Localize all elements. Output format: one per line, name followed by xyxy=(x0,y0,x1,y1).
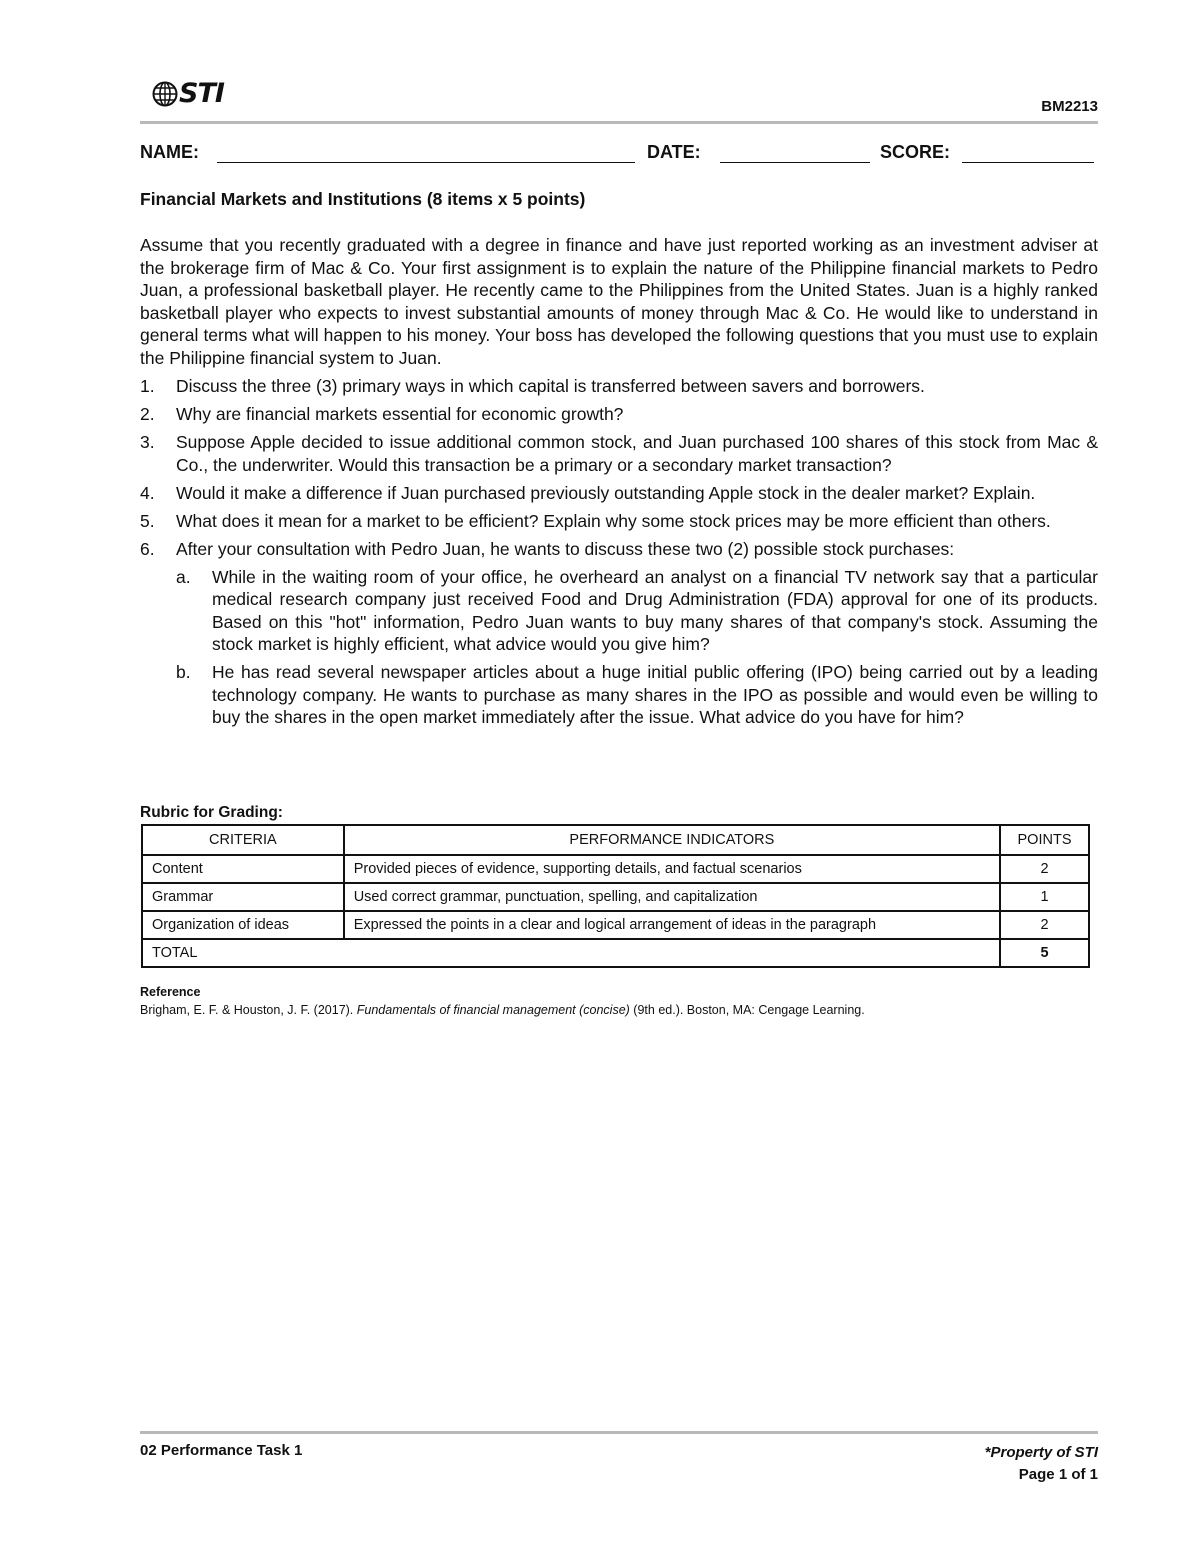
indicator-cell: Provided pieces of evidence, supporting details, and factual scenarios xyxy=(344,855,1000,883)
footer-right xyxy=(985,1442,1098,1486)
rubric-table xyxy=(141,824,1090,968)
score-blank[interactable] xyxy=(962,162,1094,163)
sub-question-item xyxy=(176,566,1098,656)
sub-question-text: While in the waiting room of your office, he overheard an analyst on a financial TV network say that a particular medical research company just received Food and Drug Administration (FDA) approval for one of its products. Based on this "hot" information, Pedro Juan wants to buy many shares of that company's stock. Assuming the stock market is highly efficient, what advice would you give him? xyxy=(212,566,1098,654)
question-text: Why are financial markets essential for economic growth? xyxy=(176,404,624,424)
criteria-cell: Organization of ideas xyxy=(142,911,344,939)
citation-publisher: (9th ed.). Boston, MA: Cengage Learning. xyxy=(629,1003,865,1017)
date-blank[interactable] xyxy=(720,162,870,163)
intro-paragraph: Assume that you recently graduated with a degree in finance and have just reported working as an investment adviser at the brokerage firm of Mac & Co. Your first assignment is to explain the nature of the Philippine financial markets to Pedro Juan, a professional basketball player. He recently came to the Philippines from the United States. Juan is a highly ranked basketball player who expects to invest substantial amounts of money through Mac & Co. He would like to understand in general terms what will happen to his money. Your boss has developed the following questions that you must use to explain the Philippine financial system to Juan. xyxy=(140,235,1098,368)
indicator-cell: Expressed the points in a clear and logical arrangement of ideas in the paragraph xyxy=(344,911,1000,939)
total-label: TOTAL xyxy=(142,939,1000,967)
task-title: Financial Markets and Institutions (8 items x 5 points) xyxy=(140,189,586,209)
sti-logo xyxy=(152,78,224,109)
table-row xyxy=(142,911,1089,939)
points-cell: 2 xyxy=(1000,855,1089,883)
date-label: DATE: xyxy=(647,142,701,162)
citation-title: Fundamentals of financial management (concise) xyxy=(356,1003,630,1017)
sub-question-text: He has read several newspaper articles about a huge initial public offering (IPO) being carried out by a leading technology company. He wants to purchase as many shares in the IPO as possible and would even be willing to buy the shares in the open market immediately after the issue. What advice do you have for him? xyxy=(212,662,1098,727)
question-number: 6. xyxy=(140,538,155,559)
points-cell: 2 xyxy=(1000,911,1089,939)
question-list xyxy=(140,375,1098,734)
footer-property: *Property of STI xyxy=(984,1444,1098,1461)
indicators-header: PERFORMANCE INDICATORS xyxy=(344,825,1000,855)
question-number: 2. xyxy=(140,404,155,424)
footer-task: 02 Performance Task 1 xyxy=(140,1442,303,1459)
question-text: Discuss the three (3) primary ways in which capital is transferred between savers and borrowers. xyxy=(176,376,925,396)
footer-page-number: Page 1 of 1 xyxy=(1018,1466,1098,1483)
table-row xyxy=(142,855,1089,883)
question-item xyxy=(140,375,1098,398)
question-item xyxy=(140,538,1098,729)
reference-label: Reference xyxy=(140,985,201,999)
name-date-score-bar xyxy=(140,142,1098,168)
question-text: What does it mean for a market to be efficient? Explain why some stock prices may be more efficient than others. xyxy=(176,510,1051,531)
score-label: SCORE: xyxy=(880,142,951,162)
rubric-title: Rubric for Grading: xyxy=(140,804,283,821)
table-row xyxy=(142,883,1089,911)
course-code: BM2213 xyxy=(1041,98,1098,115)
question-number: 1. xyxy=(140,376,155,396)
reference-section xyxy=(140,983,865,1019)
sub-question-letter: b. xyxy=(176,662,191,682)
criteria-cell: Grammar xyxy=(142,883,344,911)
sub-question-letter: a. xyxy=(176,566,191,587)
name-blank[interactable] xyxy=(217,162,635,163)
indicator-cell: Used correct grammar, punctuation, spelling, and capitalization xyxy=(344,883,1000,911)
globe-icon xyxy=(152,81,178,107)
footer-divider xyxy=(140,1431,1098,1434)
criteria-header: CRITERIA xyxy=(142,825,344,855)
header-divider xyxy=(140,121,1098,124)
reference-citation xyxy=(140,1001,865,1019)
question-text: Suppose Apple decided to issue additional common stock, and Juan purchased 100 shares of this stock from Mac & Co., the underwriter. Would this transaction be a primary or a secondary market transaction? xyxy=(176,432,1098,475)
points-header: POINTS xyxy=(1000,825,1089,855)
points-cell: 1 xyxy=(1000,883,1089,911)
criteria-cell: Content xyxy=(142,855,344,883)
question-number: 3. xyxy=(140,432,155,452)
question-text: Would it make a difference if Juan purchased previously outstanding Apple stock in the dealer market? Explain. xyxy=(176,482,1036,503)
question-number: 4. xyxy=(140,482,155,503)
question-item xyxy=(140,482,1098,505)
citation-authors: Brigham, E. F. & Houston, J. F. (2017). xyxy=(140,1003,357,1017)
question-item xyxy=(140,510,1098,533)
question-number: 5. xyxy=(140,510,155,531)
question-text: After your consultation with Pedro Juan, he wants to discuss these two (2) possible stock purchases: xyxy=(176,538,955,559)
question-item xyxy=(140,431,1098,476)
sub-question-item xyxy=(176,661,1098,729)
question-item xyxy=(140,403,1098,426)
logo-text: STI xyxy=(179,78,224,109)
rubric-header-row xyxy=(142,825,1089,855)
total-points: 5 xyxy=(1000,939,1089,967)
name-label: NAME: xyxy=(140,142,199,162)
total-row xyxy=(142,939,1089,967)
